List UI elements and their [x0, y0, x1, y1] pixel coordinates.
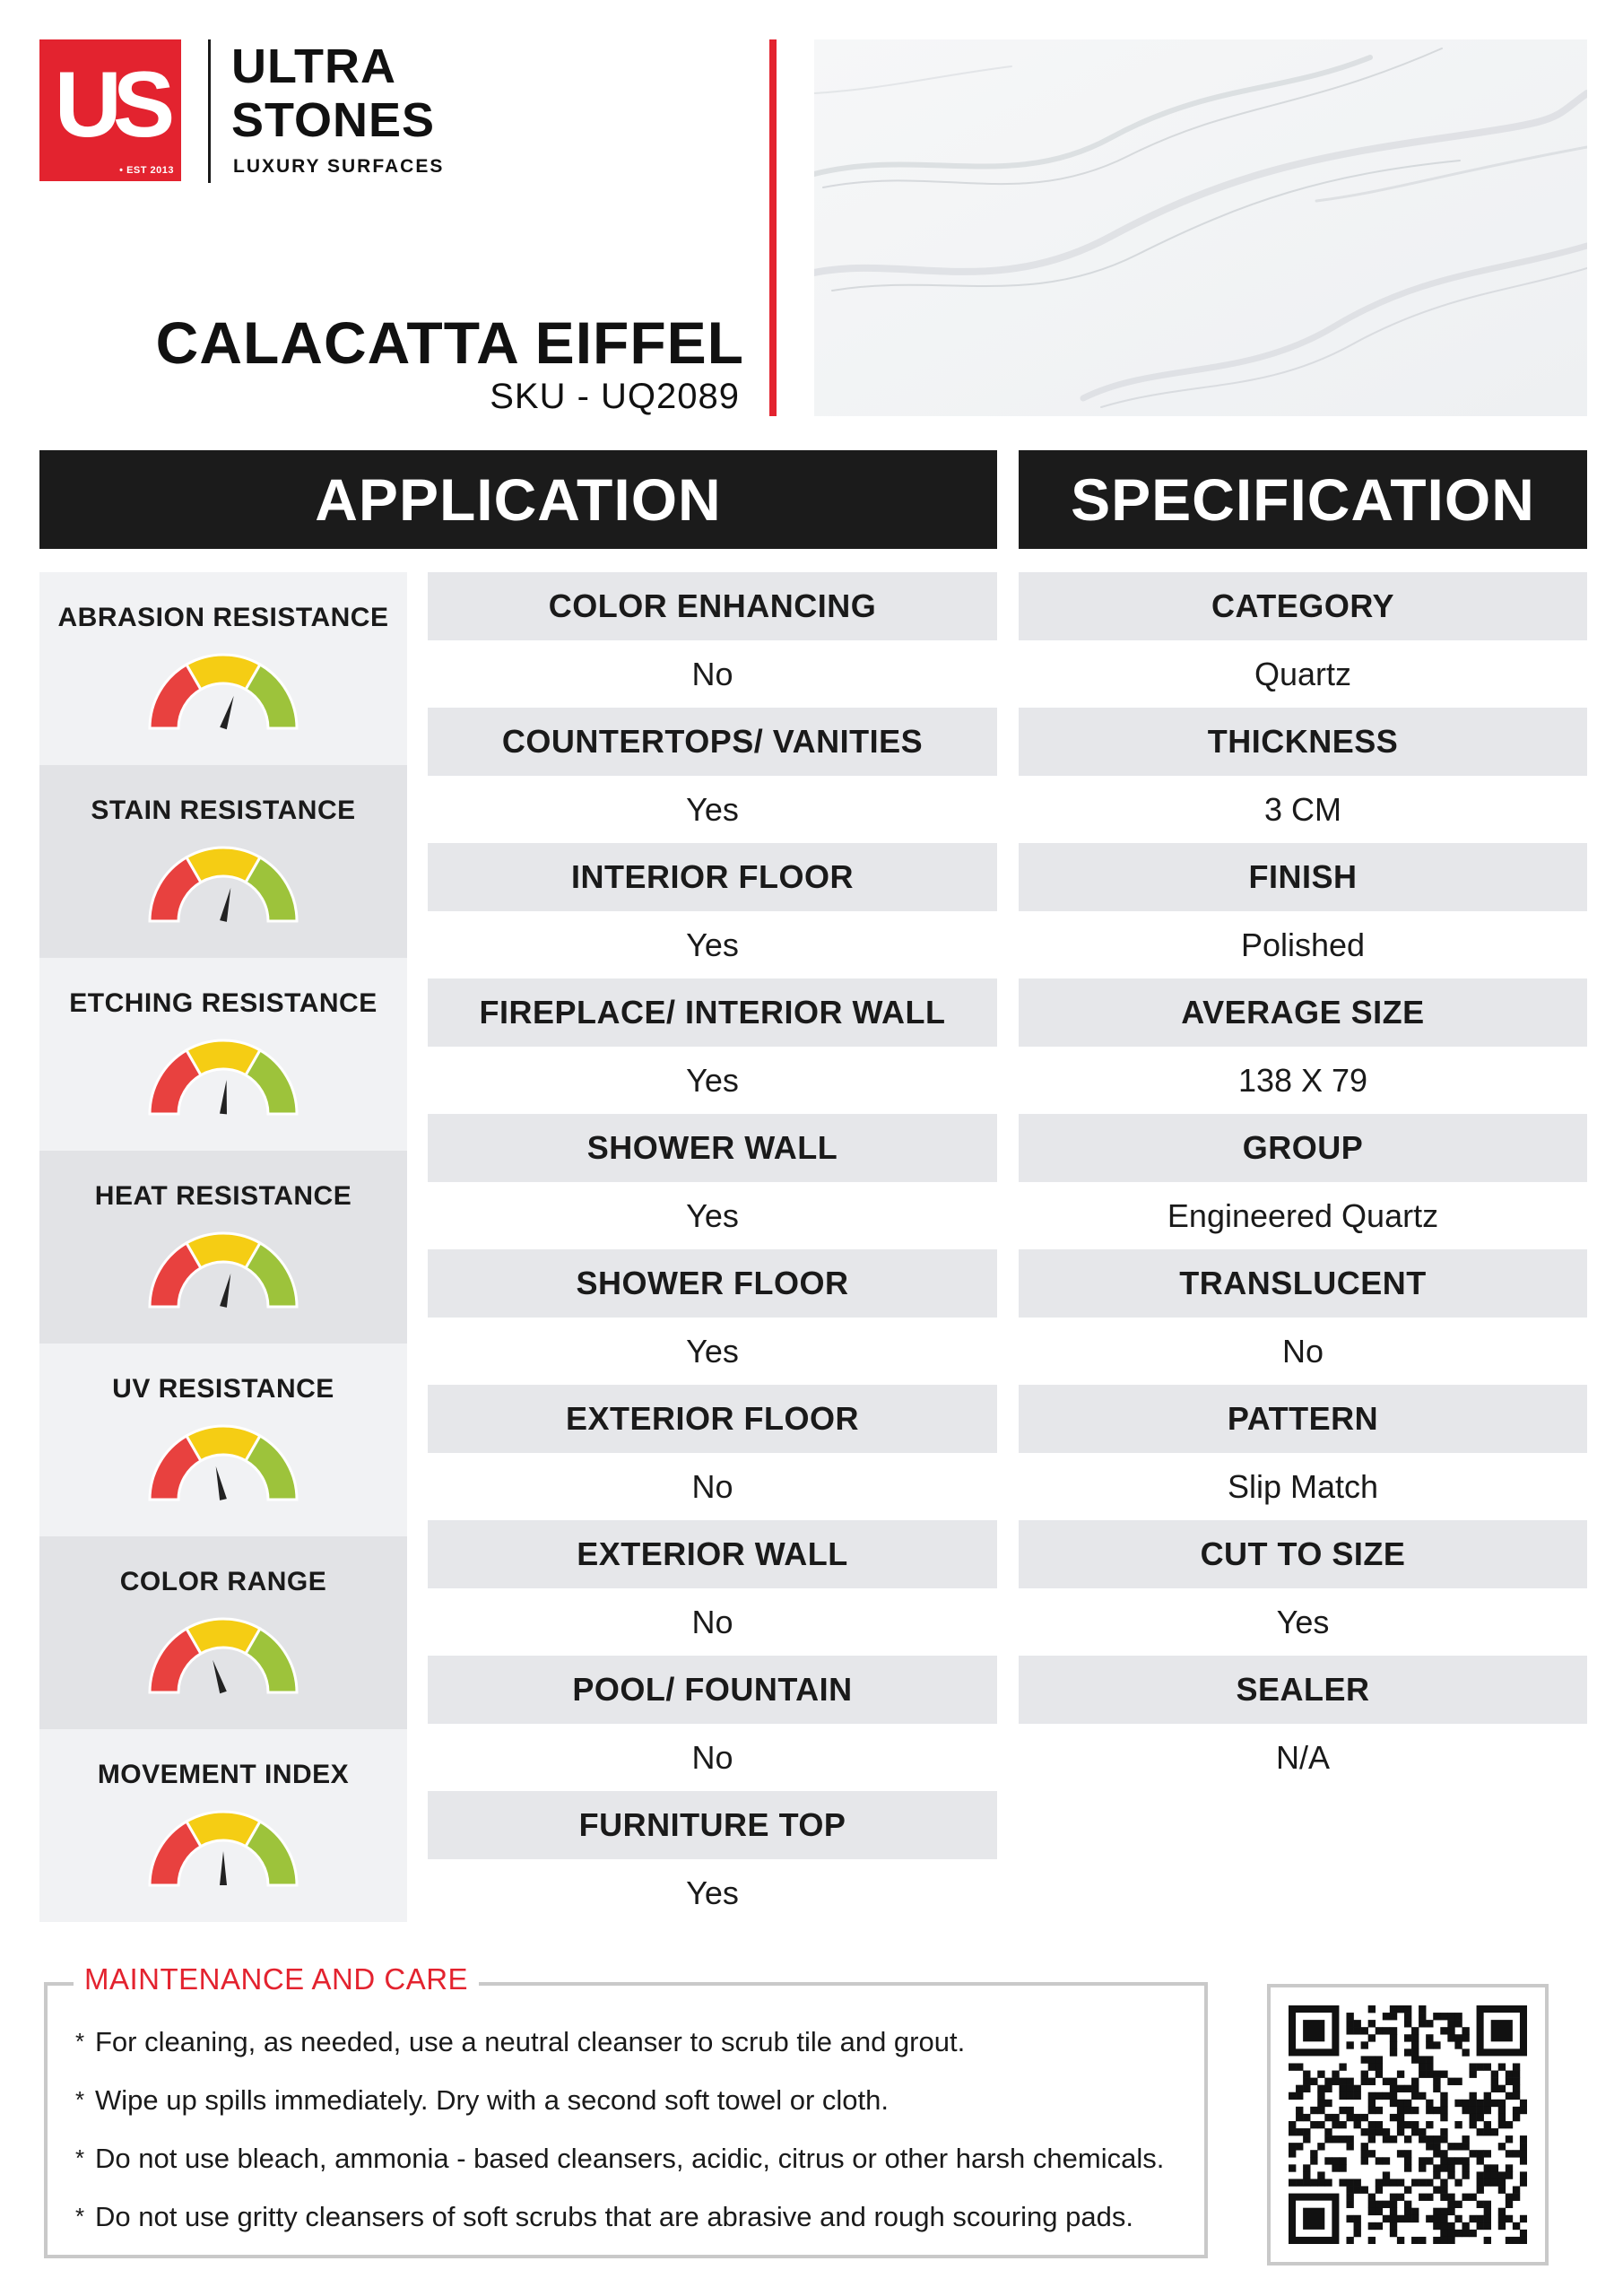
maintenance-text: Wipe up spills immediately. Dry with a second soft towel or cloth.	[95, 2083, 889, 2116]
gauge-needle	[220, 888, 230, 922]
gauge-needle	[220, 1080, 227, 1114]
gauge-needle	[213, 1660, 227, 1693]
rating-stain	[39, 765, 407, 958]
logo-letters: US	[54, 53, 167, 157]
list-item	[65, 2071, 1194, 2129]
application-value: No	[691, 656, 733, 692]
rating-abrasion	[39, 572, 407, 765]
gauge-icon	[147, 1230, 299, 1312]
gauge-icon	[147, 651, 299, 734]
accent-divider	[769, 39, 777, 416]
spec-value: N/A	[1275, 1739, 1330, 1776]
asterisk-icon: *	[74, 2028, 85, 2055]
application-label: INTERIOR FLOOR	[428, 843, 997, 911]
spec-label: CATEGORY	[1019, 572, 1587, 640]
list-item	[65, 2187, 1194, 2246]
application-value: No	[691, 1604, 733, 1640]
application-value: Yes	[686, 926, 739, 963]
asterisk-icon: *	[74, 2086, 85, 2113]
gauge-icon	[147, 1037, 299, 1119]
spec-value: 138 X 79	[1237, 1062, 1368, 1099]
asterisk-icon: *	[74, 2203, 85, 2230]
gauge-icon	[147, 1808, 299, 1891]
spec-value: 3 CM	[1263, 791, 1341, 828]
asterisk-icon: *	[74, 2144, 85, 2171]
gauge-needle	[220, 1274, 230, 1308]
brand-tagline: LUXURY SURFACES	[233, 156, 445, 177]
brand-logo	[39, 39, 181, 181]
spec-label: TRANSLUCENT	[1019, 1249, 1587, 1318]
application-value: No	[691, 1739, 733, 1776]
rating-label: ETCHING RESISTANCE	[69, 988, 378, 1018]
application-header: APPLICATION	[39, 450, 997, 549]
gauge-needle	[216, 1466, 227, 1500]
spec-label: FINISH	[1019, 843, 1587, 911]
rating-uv	[39, 1344, 407, 1536]
ratings-column	[39, 572, 407, 1922]
rating-label: HEAT RESISTANCE	[94, 1181, 352, 1211]
gauge-icon	[147, 1615, 299, 1698]
application-label: SHOWER WALL	[428, 1114, 997, 1182]
application-label: COLOR ENHANCING	[428, 572, 997, 640]
brand-name-line2: STONES	[231, 93, 436, 147]
logo-established: • EST 2013	[119, 165, 174, 176]
list-item	[65, 2013, 1194, 2071]
specification-table	[1019, 572, 1587, 1791]
maintenance-text: For cleaning, as needed, use a neutral cleanser to scrub tile and grout.	[95, 2025, 966, 2057]
application-value: Yes	[686, 1333, 739, 1370]
rating-label: ABRASION RESISTANCE	[57, 603, 389, 632]
application-label: FIREPLACE/ INTERIOR WALL	[428, 978, 997, 1047]
application-table	[428, 572, 997, 1926]
application-value: Yes	[686, 791, 739, 828]
spec-value: Quartz	[1254, 656, 1352, 692]
rating-color-range	[39, 1536, 407, 1729]
spec-value: Yes	[1276, 1604, 1330, 1640]
list-item	[65, 2129, 1194, 2187]
application-label: FURNITURE TOP	[428, 1791, 997, 1859]
rating-movement	[39, 1729, 407, 1922]
application-value: Yes	[686, 1874, 739, 1911]
maintenance-text: Do not use bleach, ammonia - based cleansers, acidic, citrus or other harsh chemicals.	[95, 2142, 1165, 2174]
application-value: Yes	[686, 1197, 739, 1234]
spec-value: Engineered Quartz	[1167, 1197, 1439, 1234]
application-label: COUNTERTOPS/ VANITIES	[428, 708, 997, 776]
logo-divider	[208, 39, 211, 183]
product-title: CALACATTA EIFFEL	[155, 309, 744, 376]
spec-label: CUT TO SIZE	[1019, 1520, 1587, 1588]
application-value: Yes	[686, 1062, 739, 1099]
application-label: SHOWER FLOOR	[428, 1249, 997, 1318]
spec-label: THICKNESS	[1019, 708, 1587, 776]
qr-code[interactable]	[1267, 1984, 1549, 2266]
application-label: EXTERIOR WALL	[428, 1520, 997, 1588]
application-value: No	[691, 1468, 733, 1505]
spec-value: No	[1281, 1333, 1324, 1370]
maintenance-list	[65, 2013, 1194, 2246]
rating-heat	[39, 1151, 407, 1344]
spec-label: PATTERN	[1019, 1385, 1587, 1453]
brand-name-line1: ULTRA	[231, 39, 396, 93]
spec-label: SEALER	[1019, 1656, 1587, 1724]
spec-value: Polished	[1240, 926, 1366, 963]
gauge-needle	[220, 696, 234, 729]
gauge-icon	[147, 1422, 299, 1505]
gauge-icon	[147, 844, 299, 926]
rating-label: UV RESISTANCE	[112, 1374, 334, 1404]
rating-label: COLOR RANGE	[119, 1567, 327, 1596]
rating-label: STAIN RESISTANCE	[91, 796, 356, 825]
spec-label: GROUP	[1019, 1114, 1587, 1182]
product-sku: SKU - UQ2089	[490, 377, 740, 416]
rating-label: MOVEMENT INDEX	[97, 1760, 350, 1789]
rating-etching	[39, 958, 407, 1151]
product-image	[814, 39, 1587, 416]
spec-value: Slip Match	[1227, 1468, 1379, 1505]
gauge-needle	[220, 1851, 227, 1885]
application-label: POOL/ FOUNTAIN	[428, 1656, 997, 1724]
qr-code-icon	[1289, 2005, 1527, 2244]
application-label: EXTERIOR FLOOR	[428, 1385, 997, 1453]
specification-header: SPECIFICATION	[1019, 450, 1587, 549]
maintenance-title: MAINTENANCE AND CARE	[74, 1962, 479, 1996]
spec-label: AVERAGE SIZE	[1019, 978, 1587, 1047]
maintenance-text: Do not use gritty cleansers of soft scrubs that are abrasive and rough scouring pads.	[95, 2200, 1133, 2232]
